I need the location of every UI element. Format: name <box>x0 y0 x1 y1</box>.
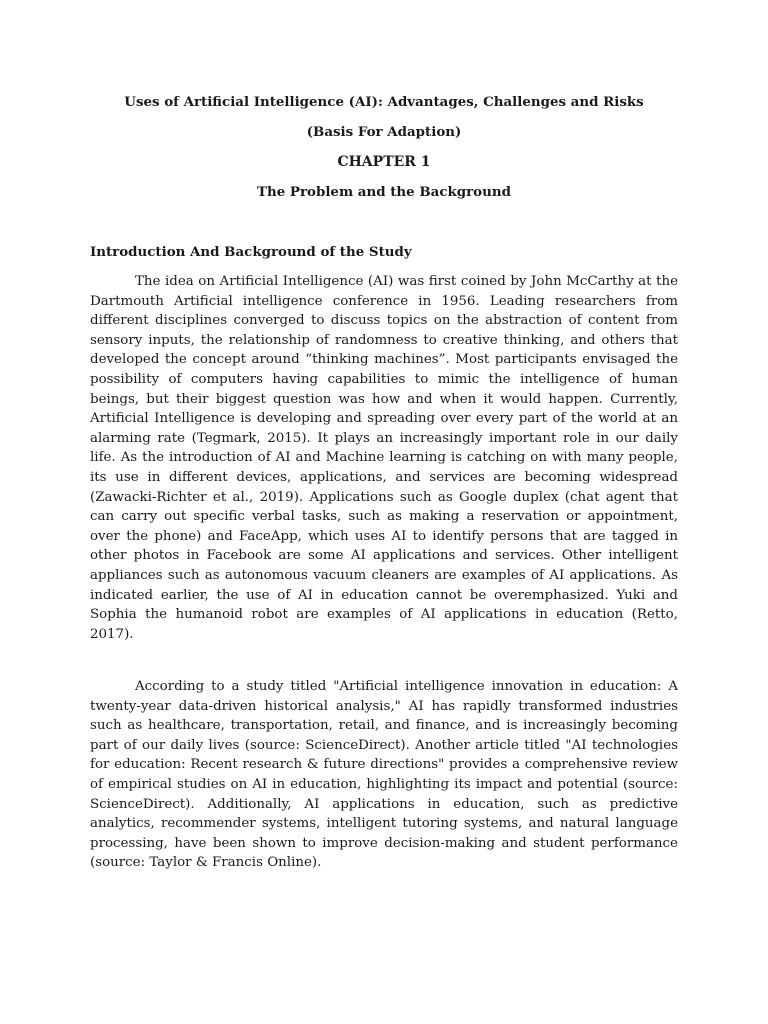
section-heading: Introduction And Background of the Study <box>90 244 412 260</box>
body-paragraph: According to a study titled "Artificial intelligence innovation in education: A twenty-year data-driven historical analysis," AI has rapidly transformed industries such as healthcare, transportation, retail, and finance, and is increasingly becoming part of our daily lives (source: ScienceDirect). Another article titled "AI technologies for education: Recent research & future directions" provides a comprehensive review of empirical studies on AI in education, highlighting its impact and potential (source: ScienceDirect). Additionally, AI applications in education, such as predictive analytics, recommender systems, intelligent tutoring systems, and natural language processing, have been shown to improve decision-making and student performance (source: Taylor & Francis Online). <box>90 679 678 871</box>
document-title: Uses of Artificial Intelligence (AI): Advantages, Challenges and Risks <box>124 94 644 110</box>
document-subtitle: (Basis For Adaption) <box>306 124 462 140</box>
chapter-label: CHAPTER 1 <box>337 154 431 170</box>
chapter-title: The Problem and the Background <box>257 184 511 200</box>
body-paragraph: The idea on Artificial Intelligence (AI) was first coined by John McCarthy at the Dartmouth Artificial intelligence conference in 1956. Leading researchers from different disciplines converged to discuss topics on the abstraction of content from sensory inputs, the relationship of randomness to creative thinking, and others that developed the concept around “thinking machines”. Most participants envisaged the possibility of computers having capabilities to mimic the intelligence of human beings, but their biggest question was how and when it would happen. Currently, Artificial Intelligence is developing and spreading over every part of the world at an alarming rate (Tegmark, 2015). It plays an increasingly important role in our daily life. As the introduction of AI and Machine learning is catching on with many people, its use in different devices, applications, and services are becoming widespread (Zawacki-Richter et al., 2019). Applications such as Google duplex (chat agent that can carry out specific verbal tasks, such as making a reservation or appointment, over the phone) and FaceApp, which uses AI to identify persons that are tagged in other photos in Facebook are some AI applications and services. Other intelligent appliances such as autonomous vacuum cleaners are examples of AI applications. As indicated earlier, the use of AI in education cannot be overemphasized. Yuki and Sophia the humanoid robot are examples of AI applications in education (Retto, 2017). <box>90 274 678 642</box>
